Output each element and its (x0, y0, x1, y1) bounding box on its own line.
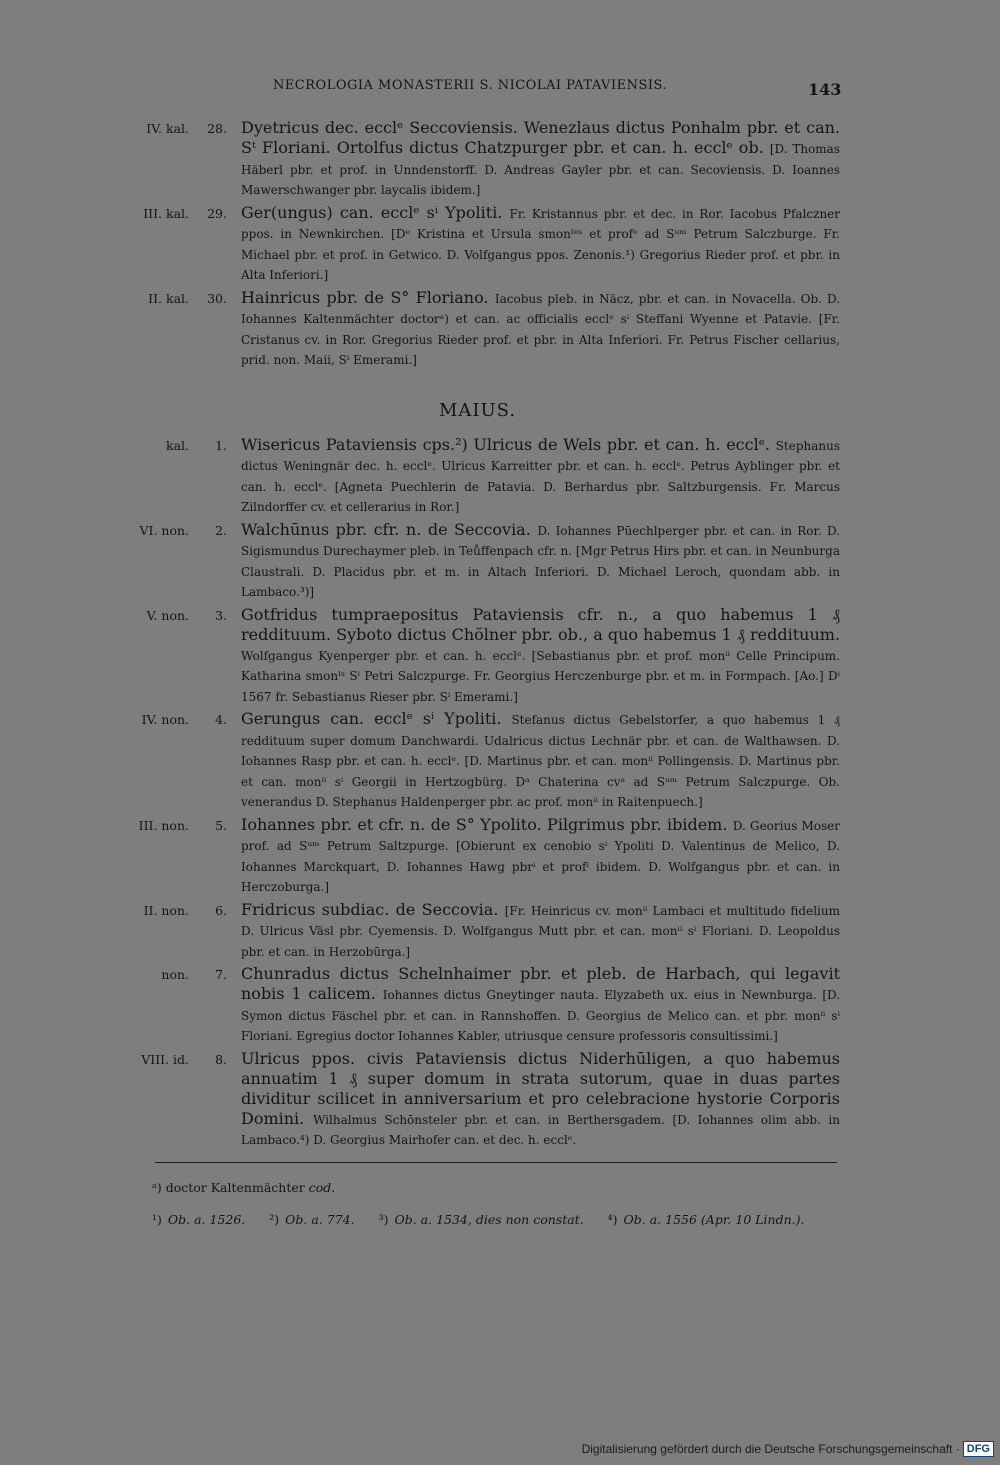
page-number: 143 (808, 80, 842, 99)
entry-text (241, 1049, 840, 1150)
entry-text (241, 520, 840, 602)
footnote-3 (379, 1210, 584, 1230)
entry-main-text: Ulricus ppos. civis Pataviensis dictus Niderhūligen, a quo habemus annuatim 1 ₰ super domum in strata sutorum, quae in duas partes dividitur scilicet in anniversarium et pro celebracione hystorie Corporis Domini. (241, 1048, 840, 1128)
dfg-logo-icon: DFG (963, 1441, 994, 1457)
entry-minor-text: D. Iohannes Pūechlperger pbr. et can. in Ror. D. Sigismundus Durechaymer pleb. in Teůffenpach cfr. n. [Mgr Petrus Hirs pbr. et can. in Neunburga Claustrali. D. Placidus pbr. et m. in Altach Inferiori. D. Michael Leroch, quondam abb. in Lambaco.³)] (241, 523, 840, 599)
entry-main-text: Chunradus dictus Schelnhaimer pbr. et pleb. de Harbach, qui legavit nobis 1 calicem. (241, 964, 840, 1003)
entry-main-text: Ger(ungus) can. ecclᵉ sⁱ Ypoliti. (241, 202, 503, 222)
entry-may-3 (95, 605, 840, 707)
funding-footer (582, 1440, 994, 1458)
footnote-label: ³) (378, 1212, 389, 1227)
entry-date: II. kal. (148, 290, 189, 306)
footnote-label: ²) (269, 1212, 280, 1227)
entry-text (241, 964, 840, 1046)
footnote-a (152, 1180, 335, 1195)
entry-day: 7. (215, 967, 227, 982)
footnote-4 (608, 1210, 805, 1230)
entry-day: 1. (215, 437, 227, 453)
footnote-text: Ob. a. 774. (285, 1212, 355, 1227)
entry-date: V. non. (146, 607, 189, 623)
entry-text (241, 288, 840, 370)
entry-text (241, 203, 840, 285)
entry-day: 2. (215, 522, 227, 538)
entry-minor-text: Wilhalmus Schōnsteler pbr. et can. in Berthersgadem. [D. Iohannes olim abb. in Lambaco.⁴) D. Georgius Mairhofer can. et dec. h. ecclᵉ. (241, 1112, 841, 1147)
entry-date: IV. non. (141, 712, 189, 727)
footnote-label: ¹) (152, 1212, 162, 1227)
entry-minor-text: Fr. Kristannus pbr. et dec. in Ror. Iacobus Pfalczner ppos. in Newnkirchen. [Dᵉ Kristina et Ursula smonˡᵉˢ et profᵉ ad Sᵘᵐ Petrum Salczburge. Fr. Michael pbr. et prof. in Getwico. D. Volfgangus ppos. Zenonis.¹) Gregorius Rieder prof. et pbr. in Alta Inferiori.] (241, 206, 841, 282)
entry-minor-text: [D. Thomas Häberl pbr. et prof. in Unndenstorff. D. Andreas Gayler pbr. et can. Secoviensis. D. Ioannes Mawerschwanger pbr. laycalis ibidem.] (241, 142, 840, 197)
entry-main-text: Fridricus subdiac. de Seccovia. (241, 899, 499, 919)
entry-minor-text: Iacobus pleb. in Näcz, pbr. et can. in Novacella. Ob. D. Iohannes Kaltenmächter doctorᵃ) et can. ac officialis ecclᵉ sⁱ Steffani Wyenne et Patavie. [Fr. Cristanus cv. in Ror. Gregorius Rieder prof. et pbr. in Alta Inferiori. Fr. Petrus Fischer cellarius, prid. non. Maii, Sⁱ Emerami.] (241, 291, 841, 367)
entry-main-text: Walchūnus pbr. cfr. n. de Seccovia. (241, 519, 531, 539)
entry-day: 28. (207, 121, 227, 136)
entry-april-29 (95, 203, 840, 285)
entry-day: 5. (215, 817, 227, 833)
entry-main-text: Hainricus pbr. de S° Floriano. (241, 287, 489, 307)
entry-minor-text: Wolfgangus Kyenperger pbr. et can. h. ecclᵉ. [Sebastianus pbr. et prof. monⁱⁱ Celle Principum. Katharina smonˡˢ Sⁱ Petri Salczpurge. Fr. Georgius Herczenburge pbr. et m. in Formpach. [Ao.] Dⁱ 1567 fr. Sebastianus Rieser pbr. Sⁱ Emerami.] (241, 648, 840, 704)
entry-date: kal. (166, 437, 189, 453)
entry-text (241, 605, 840, 707)
entry-date: VI. non. (139, 522, 189, 538)
entry-may-2 (95, 520, 840, 602)
entry-date: IV. kal. (146, 121, 189, 136)
entry-text (241, 815, 840, 897)
entry-text (241, 900, 840, 962)
necrology-entries (95, 118, 840, 1153)
entry-day: 6. (215, 902, 227, 918)
footnotes (105, 1210, 840, 1230)
entry-minor-text: Stephanus dictus Weningnär dec. h. ecclᵉ. Ulricus Karreitter pbr. et can. h. ecclᵉ. Petrus Ayblinger pbr. et can. h. ecclᵉ. [Agneta Puechlerin de Patavia. D. Berhardus pbr. Saltzburgensis. Fr. Marcus Zilndorffer cv. et cellerarius in Ror.] (241, 438, 840, 514)
entry-may-5 (95, 815, 840, 897)
entry-date: III. kal. (143, 205, 189, 221)
entry-minor-text: Stefanus dictus Gebelstorfer, a quo habemus 1 ₰ reddituum super domum Danchwardi. Udalricus dictus Lechnär pbr. et can. de Walthawsen. D. Iohannes Rasp pbr. et can. h. ecclᵉ. [D. Martinus pbr. et can. monⁱⁱ Pollingensis. D. Martinus pbr. et can. monⁱⁱ sⁱ Georgii in Hertzogbürg. Dᵃ Chaterina cvᵃ ad Sᵘᵐ Petrum Salczpurge. Ob. venerandus D. Stephanus Haldenperger pbr. ac prof. monⁱⁱ in Raitenpuech.] (241, 713, 840, 809)
footnote-label: ᵃ) (152, 1180, 162, 1195)
entry-may-7 (95, 964, 840, 1046)
entry-main-text: Dyetricus dec. ecclᵉ Seccoviensis. Wenezlaus dictus Ponhalm pbr. et can. Sᵗ Floriani. Ortolfus dictus Chatzpurger pbr. et can. h. ecclᵉ ob. (241, 118, 840, 157)
entry-minor-text: Iohannes dictus Gneytinger nauta. Elyzabeth ux. eius in Newnburga. [D. Symon dictus Fäschel pbr. et can. in Rannshoffen. D. Georgius de Melico can. et pbr. monⁱⁱ sⁱ Floriani. Egregius doctor Iohannes Kabler, utriusque censure professoris consultissimi.] (241, 988, 841, 1043)
entry-april-28 (95, 118, 840, 200)
entry-main-text: Wisericus Pataviensis cps.²) Ulricus de Wels pbr. et can. h. ecclᵉ. (241, 434, 770, 454)
footnote-divider (155, 1162, 837, 1163)
entry-minor-text: [Fr. Heinricus cv. monⁱⁱ Lambaci et multitudo fidelium D. Ulricus Väsl pbr. Cyemensis. D. Wolfgangus Mutt pbr. et can. monⁱⁱ sⁱ Floriani. D. Leopoldus pbr. et can. in Herzobūrga.] (241, 903, 841, 959)
entry-minor-text: D. Georius Moser prof. ad Sᵘᵐ Petrum Saltzpurge. [Obierunt ex cenobio sⁱ Ypoliti D. Valentinus de Melico, D. Iohannes Marckquart, D. Iohannes Hawg pbrⁱ et profⁱ ibidem. D. Wolfgangus pbr. et can. in Herczoburga.] (241, 818, 840, 894)
running-title: NECROLOGIA MONASTERII S. NICOLAI PATAVIENSIS. (272, 78, 668, 93)
entry-day: 30. (207, 290, 227, 306)
entry-date: III. non. (138, 817, 189, 833)
funding-text: Digitalisierung gefördert durch die Deutsche Forschungsgemeinschaft · (581, 1442, 960, 1456)
entry-main-text: Gerungus can. ecclᵉ sⁱ Ypoliti. (241, 709, 502, 728)
entry-may-4 (95, 709, 840, 812)
entry-day: 29. (207, 205, 227, 221)
entry-may-1 (95, 435, 840, 517)
entry-may-8 (95, 1049, 840, 1150)
entry-main-text: Iohannes pbr. et cfr. n. de S° Ypolito. Pilgrimus pbr. ibidem. (241, 814, 728, 834)
entry-day: 4. (215, 712, 227, 727)
footnote-label: ⁴) (607, 1212, 618, 1227)
entry-day: 8. (215, 1051, 227, 1067)
entry-date: VIII. id. (141, 1051, 189, 1067)
entry-april-30 (95, 288, 840, 370)
entry-day: 3. (215, 607, 227, 623)
entry-main-text: Gotfridus tumpraepositus Pataviensis cfr. n., a quo habemus 1 ₰ reddituum. Syboto dictus Chŏlner pbr. ob., a quo habemus 1 ₰ reddituum. (241, 604, 840, 644)
footnote-2 (269, 1210, 354, 1230)
entry-text (241, 118, 840, 200)
section-title-maius: MAIUS. (438, 399, 517, 421)
footnote-note: cod. (308, 1180, 336, 1195)
entry-may-6 (95, 900, 840, 962)
entry-date: II. non. (143, 902, 189, 918)
footnote-text: Ob. a. 1556 (Apr. 10 Lindn.). (623, 1212, 805, 1227)
entry-text (241, 435, 840, 517)
footnote-text: Ob. a. 1534, dies non constat. (394, 1212, 584, 1227)
footnote-text: Ob. a. 1526. (167, 1212, 246, 1227)
entry-date: non. (161, 967, 189, 982)
footnote-1 (152, 1210, 245, 1230)
entry-text (241, 709, 840, 812)
footnote-text: doctor Kaltenmächter (165, 1180, 305, 1195)
